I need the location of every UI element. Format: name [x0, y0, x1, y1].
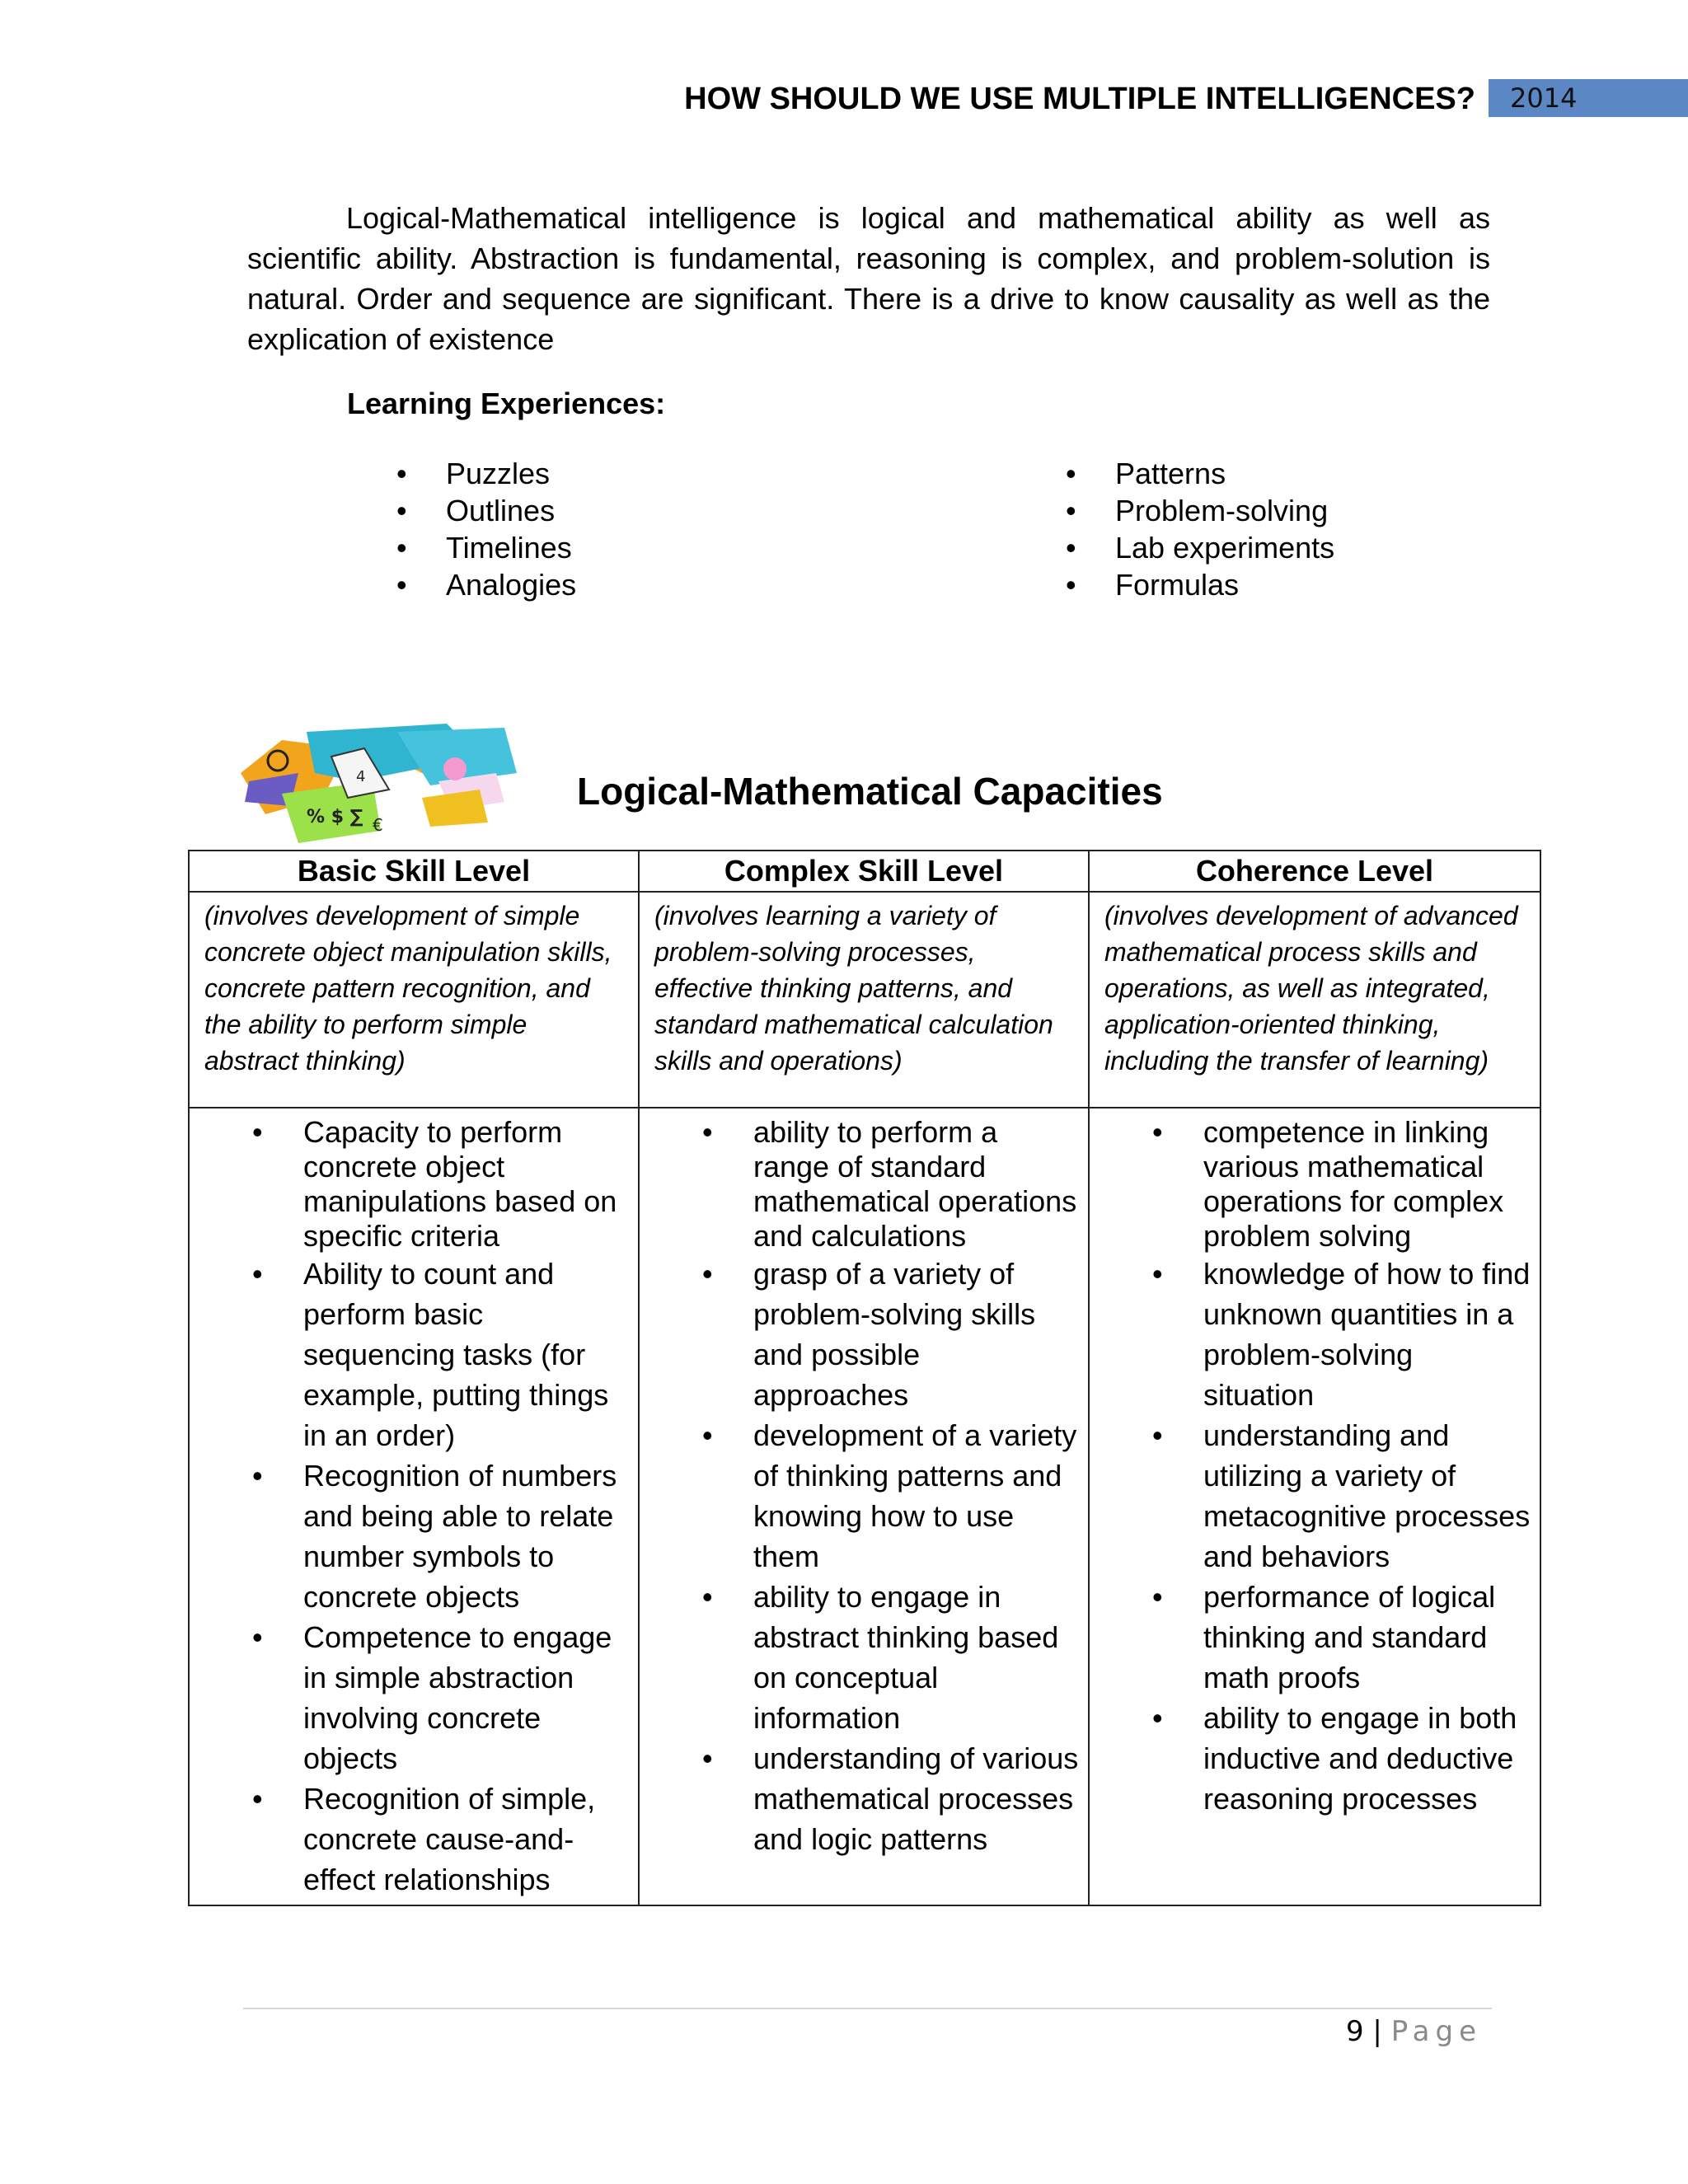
learning-experiences-heading: Learning Experiences:: [347, 387, 666, 420]
list-item: • Outlines: [396, 492, 576, 529]
table-items-row: [189, 1108, 1540, 1905]
list-item: • ability to engage in abstract thinking based on conceptual information: [640, 1577, 1080, 1738]
complex-items-cell: [639, 1108, 1089, 1905]
column-header-coherence: Coherence Level: [1089, 851, 1540, 892]
column-header-complex: Complex Skill Level: [639, 851, 1089, 892]
list-item: • performance of logical thinking and standard math proofs: [1090, 1577, 1531, 1698]
list-item: • Competence to engage in simple abstraction involving concrete objects: [190, 1617, 630, 1779]
basic-items-cell: [189, 1108, 639, 1905]
learning-experiences-list-right: [1066, 455, 1334, 603]
list-item: • ability to perform a range of standard mathematical operations and calculations: [640, 1115, 1080, 1254]
table-description-row: [189, 892, 1540, 1108]
coherence-description: (involves development of advanced mathematical process skills and operations, as well as integrated, application-oriented thinking, including the transfer of learning): [1089, 892, 1540, 1108]
list-item: • ability to engage in both inductive and deductive reasoning processes: [1090, 1698, 1531, 1819]
coherence-items-cell: [1089, 1108, 1540, 1905]
list-item: • Capacity to perform concrete object manipulations based on specific criteria: [190, 1115, 630, 1254]
list-item: • Analogies: [396, 566, 576, 603]
math-clipart-icon: [232, 724, 521, 847]
svg-text:% $ ∑: % $ ∑: [307, 807, 363, 827]
page-number-footer: [1236, 2012, 1482, 2051]
capacities-table: [188, 850, 1541, 1906]
svg-text:4: 4: [356, 768, 366, 785]
list-item: • Problem-solving: [1066, 492, 1334, 529]
list-item: • competence in linking various mathematical operations for complex problem solving: [1090, 1115, 1531, 1254]
page-separator: |: [1372, 2015, 1382, 2048]
footer-divider: [243, 2008, 1492, 2009]
basic-skill-list: [190, 1115, 630, 1900]
capacities-title: Logical-Mathematical Capacities: [577, 770, 1163, 813]
intro-paragraph: Logical-Mathematical intelligence is logical and mathematical ability as well as scientific ability. Abstraction is fundamental, reasoning is complex, and problem-solution is natural. Order and sequence are significant. There is a drive to know causality as well as the explication of existence: [247, 201, 1490, 356]
list-item: • Recognition of simple, concrete cause-and-effect relationships: [190, 1779, 630, 1900]
list-item: • Recognition of numbers and being able to relate number symbols to concrete objects: [190, 1455, 630, 1617]
page-label: Page: [1390, 2015, 1482, 2048]
svg-text:€: €: [373, 815, 383, 835]
complex-skill-list: [640, 1115, 1080, 1859]
complex-description: (involves learning a variety of problem-solving processes, effective thinking patterns, and standard mathematical calculation skills and operations): [639, 892, 1089, 1108]
list-item: • understanding of various mathematical processes and logic patterns: [640, 1738, 1080, 1859]
list-item: • Ability to count and perform basic sequencing tasks (for example, putting things in an order): [190, 1254, 630, 1455]
basic-description: (involves development of simple concrete object manipulation skills, concrete pattern recognition, and the ability to perform simple abstract thinking): [189, 892, 639, 1108]
list-item: • grasp of a variety of problem-solving skills and possible approaches: [640, 1254, 1080, 1415]
list-item: • understanding and utilizing a variety of metacognitive processes and behaviors: [1090, 1415, 1531, 1577]
list-item: • development of a variety of thinking patterns and knowing how to use them: [640, 1415, 1080, 1577]
list-item: • Lab experiments: [1066, 529, 1334, 566]
list-item: • Timelines: [396, 529, 576, 566]
column-header-basic: Basic Skill Level: [189, 851, 639, 892]
table-header-row: [189, 851, 1540, 892]
coherence-skill-list: [1090, 1115, 1531, 1819]
list-item: • Puzzles: [396, 455, 576, 492]
list-item: • Formulas: [1066, 566, 1334, 603]
list-item: • Patterns: [1066, 455, 1334, 492]
running-header-title: HOW SHOULD WE USE MULTIPLE INTELLIGENCES?: [684, 82, 1475, 116]
page-number: 9: [1345, 2015, 1364, 2048]
list-item: • knowledge of how to find unknown quantities in a problem-solving situation: [1090, 1254, 1531, 1415]
learning-experiences-list-left: [396, 455, 576, 603]
header-year-badge: 2014: [1489, 79, 1688, 117]
